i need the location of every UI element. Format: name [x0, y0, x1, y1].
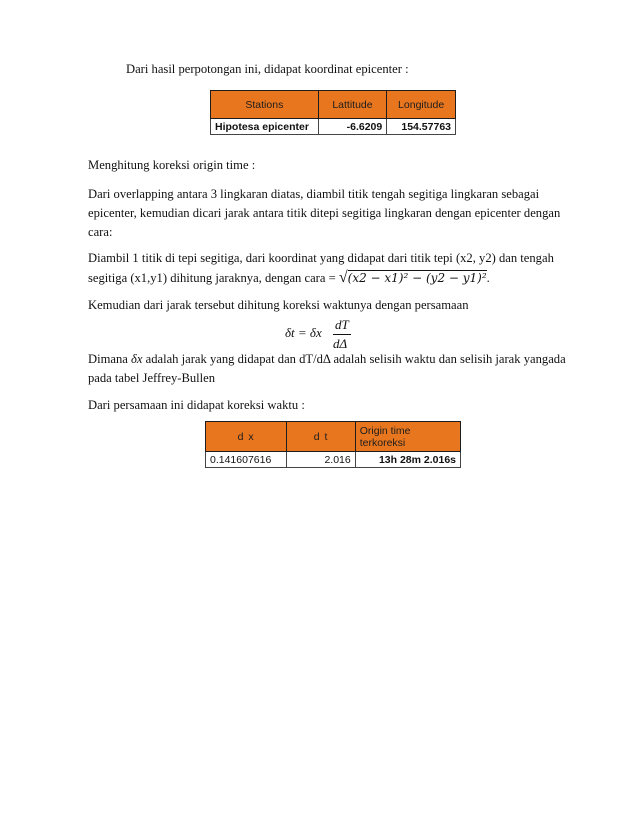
paragraph-4-line-2: pada tabel Jeffrey-Bullen [88, 371, 216, 385]
delta-x-symbol: δx [131, 352, 143, 366]
sqrt-formula: (x2 − x1)² − (y2 − y1)² [347, 271, 487, 285]
epicenter-table-header [211, 91, 456, 119]
intro-text: Dari hasil perpotongan ini, didapat koordinat epicenter : [126, 62, 409, 76]
equation-lhs: δt = δx [285, 325, 322, 340]
section-heading: Menghitung koreksi origin time : [88, 158, 256, 172]
header-longitude: Longitude [387, 91, 456, 119]
paragraph-4-rest: adalah jarak yang didapat dan dT/dΔ adalah selisih waktu dan selisih jarak yangada [142, 352, 566, 366]
time-correction-table [205, 421, 461, 468]
paragraph-1-line-2: epicenter, kemudian dicari jarak antara titik ditepi segitiga lingkaran dengan epicenter dengan [88, 206, 561, 220]
paragraph-2-line-1: Diambil 1 titik di tepi segitiga, dari koordinat yang didapat dari titik tepi (x2, y2) dan tengah [88, 251, 554, 265]
cell-dx: 0.141607616 [206, 452, 287, 468]
cell-dt: 2.016 [287, 452, 355, 468]
equation-numerator: dT [335, 317, 349, 332]
header-dt: d t [287, 422, 355, 452]
time-correction-table-header [206, 422, 461, 452]
cell-latitude: -6.6209 [318, 119, 387, 135]
cell-longitude: 154.57763 [387, 119, 456, 135]
paragraph-1-line-3: cara: [88, 225, 113, 239]
paragraph-2-text: segitiga (x1,y1) dihitung jaraknya, dengan cara = [88, 271, 339, 285]
fraction-bar [333, 334, 351, 335]
header-origin-time: Origin time terkoreksi [355, 422, 460, 452]
sqrt-symbol: √ [338, 269, 348, 286]
paragraph-1-line-1: Dari overlapping antara 3 lingkaran diatas, diambil titik tengah segitiga lingkaran sebagai [88, 187, 540, 201]
paragraph-5: Dari persamaan ini didapat koreksi waktu : [88, 398, 305, 412]
header-dx: d x [206, 422, 287, 452]
table-row [206, 452, 461, 468]
header-latitude: Lattitude [318, 91, 387, 119]
cell-station: Hipotesa epicenter [211, 119, 319, 135]
paragraph-2-line-2: segitiga (x1,y1) dihitung jaraknya, dengan cara = √(x2 − x1)² − (y2 − y1)². [88, 269, 490, 286]
paragraph-4-pre: Dimana [88, 352, 132, 366]
epicenter-table [210, 90, 456, 135]
header-stations: Stations [211, 91, 319, 119]
cell-origin-time: 13h 28m 2.016s [355, 452, 460, 468]
paragraph-3: Kemudian dari jarak tersebut dihitung koreksi waktunya dengan persamaan [88, 298, 469, 312]
paragraph-4-line-1 [88, 350, 566, 369]
equation-denominator: dΔ [333, 336, 348, 351]
table-row [211, 119, 456, 135]
